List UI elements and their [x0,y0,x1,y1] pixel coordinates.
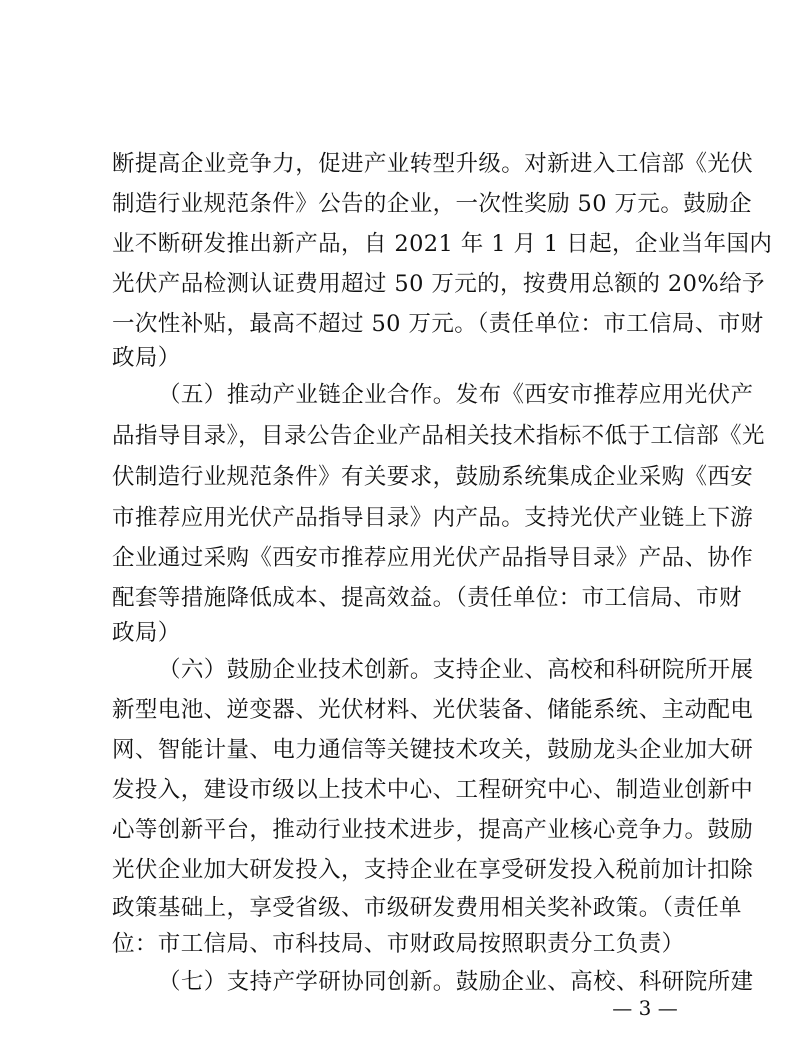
body-text-line: 一次性补贴，最高不超过 50 万元。（责任单位：市工信局、市财 [112,311,764,337]
body-text-line: 网、智能计量、电力通信等关键技术攻关，鼓励龙头企业加大研 [112,737,754,763]
body-text-line: 光伏企业加大研发投入，支持企业在享受研发投入税前加计扣除 [112,857,754,883]
body-text-line: 断提高企业竞争力，促进产业转型升级。对新进入工信部《光伏 [112,151,754,177]
body-text-line: 配套等措施降低成本、提高效益。（责任单位：市工信局、市财 [112,585,742,611]
section-heading-line: （五）推动产业链企业合作。发布《西安市推荐应用光伏产 [158,382,754,408]
body-text-line: 发投入，建设市级以上技术中心、工程研究中心、制造业创新中 [112,777,754,803]
body-text-line: 位：市工信局、市科技局、市财政局按照职责分工负责） [112,931,685,957]
section-heading-line: （六）鼓励企业技术创新。支持企业、高校和科研院所开展 [158,657,754,683]
section-heading-line: （七）支持产学研协同创新。鼓励企业、高校、科研院所建 [158,969,754,995]
body-text-line: 政局） [112,620,181,646]
body-text-line: 心等创新平台，推动行业技术进步，提高产业核心竞争力。鼓励 [112,817,754,843]
body-text-line: 政策基础上，享受省级、市级研发费用相关奖补政策。（责任单 [112,895,742,921]
body-text-line: 伏制造行业规范条件》有关要求，鼓励系统集成企业采购《西安 [112,464,754,490]
body-text-line: 制造行业规范条件》公告的企业，一次性奖励 50 万元。鼓励企 [112,191,752,217]
body-text-line: 新型电池、逆变器、光伏材料、光伏装备、储能系统、主动配电 [112,697,754,723]
body-text-line: 业不断研发推出新产品，自 2021 年 1 月 1 日起，企业当年国内 [112,231,773,257]
body-text-line: 政局） [112,345,181,371]
body-text-line: 市推荐应用光伏产品指导目录》内产品。支持光伏产业链上下游 [112,505,754,531]
body-text-line: 品指导目录》，目录公告企业产品相关技术指标不低于工信部《光 [112,423,765,449]
page-number: — 3 — [612,996,678,1020]
body-text-line: 光伏产品检测认证费用超过 50 万元的，按费用总额的 20%给予 [112,271,765,297]
body-text-line: 企业通过采购《西安市推荐应用光伏产品指导目录》产品、协作 [112,545,754,571]
